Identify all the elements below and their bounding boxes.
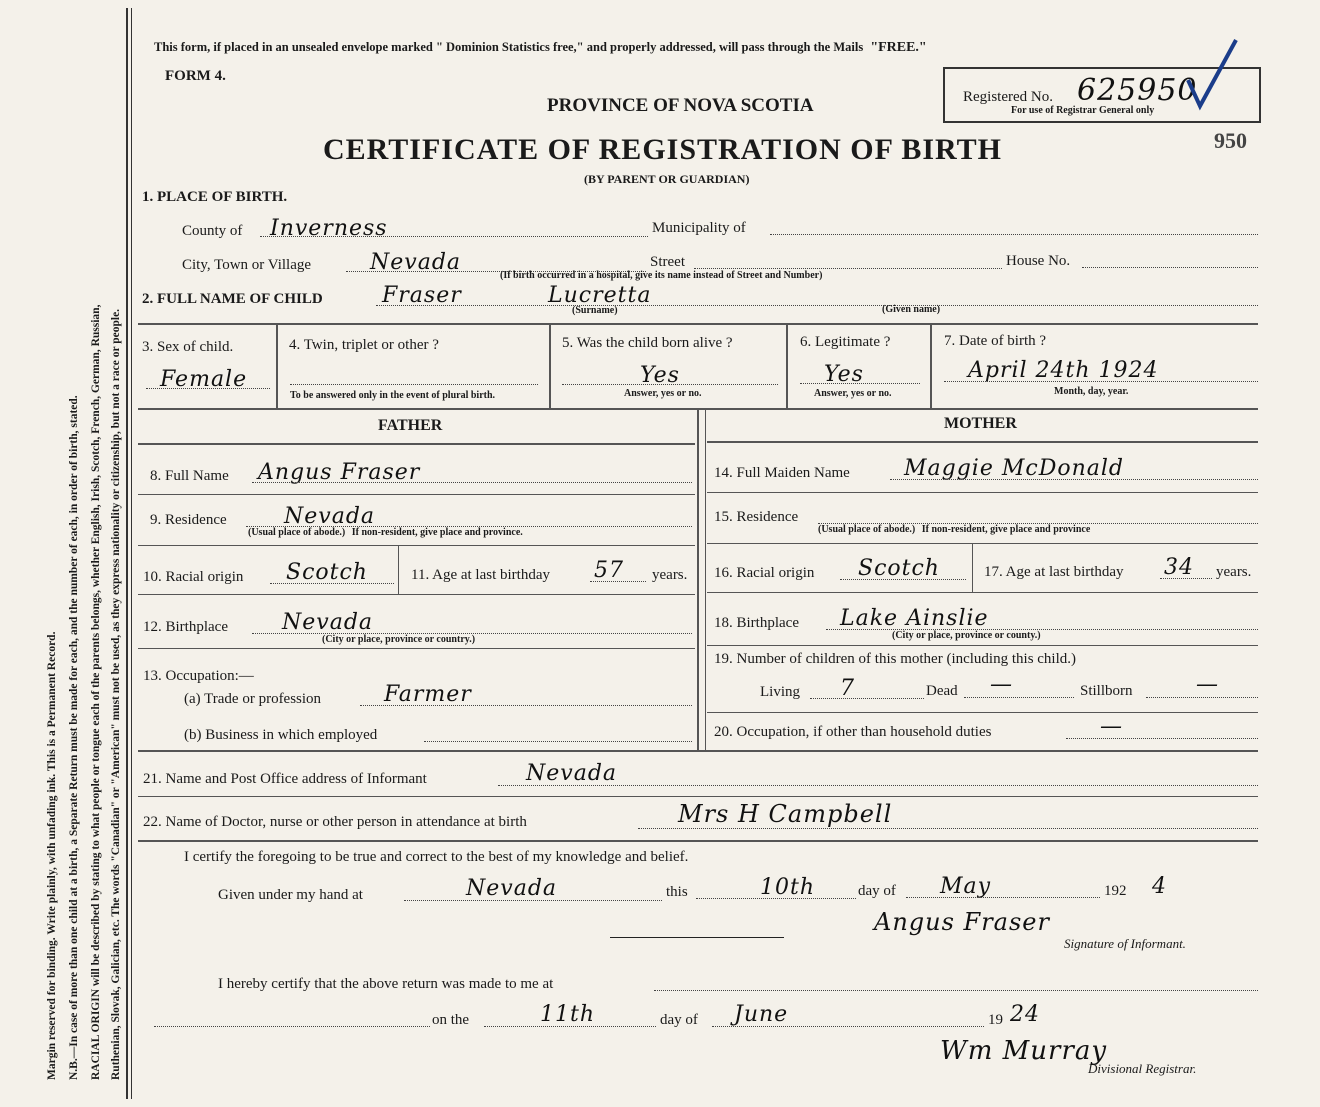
mother-race-label: 16. Racial origin [714, 565, 815, 581]
registrar-use-note: For use of Registrar General only [1011, 105, 1155, 116]
surname-note: (Surname) [572, 305, 618, 316]
registrar-signature-label: Divisional Registrar. [1088, 1061, 1197, 1076]
street-note: (If birth occurred in a hospital, give its name instead of Street and Number) [500, 270, 823, 281]
mother-res-label: 15. Residence [714, 509, 799, 525]
cert-dayof-label: day of [858, 883, 896, 899]
father-bp-value: Nevada [282, 610, 374, 635]
father-age-label: 11. Age at last birthday [411, 567, 550, 583]
father-race-value: Scotch [286, 560, 368, 585]
legit-label: 6. Legitimate ? [800, 334, 891, 350]
registrar-month: June [734, 1002, 789, 1027]
cert-day: 10th [760, 875, 816, 900]
margin-note-3: RACIAL ORIGIN will be described by stating to what people or tongue each of the parents belongs, whether English, Irish, Scotch, French, German, Russian, [90, 304, 102, 1080]
alive-label: 5. Was the child born alive ? [562, 335, 733, 351]
dob-note: Month, day, year. [1054, 386, 1129, 397]
mother-name-value: Maggie McDonald [904, 456, 1124, 481]
postal-notice-text: This form, if placed in an unsealed envelope marked " Dominion Statistics free," and properly addressed, will pass through the Mails [154, 40, 864, 54]
child-given-value: Lucretta [548, 283, 652, 308]
father-age-value: 57 [594, 558, 624, 583]
dead-value: — [990, 672, 1013, 697]
given-place: Nevada [466, 876, 558, 901]
father-biz-label: (b) Business in which employed [184, 727, 378, 743]
father-trade-value: Farmer [384, 682, 472, 707]
given-label: Given under my hand at [218, 887, 363, 903]
registrar-dayof-label: day of [660, 1012, 698, 1028]
page-subtitle: (BY PARENT OR GUARDIAN) [584, 172, 750, 186]
registrar-onthe-label: on the [432, 1012, 470, 1028]
mother-age-label: 17. Age at last birthday [984, 564, 1124, 580]
form-number: FORM 4. [165, 68, 226, 84]
margin-rule [126, 8, 128, 1099]
dob-value: April 24th 1924 [968, 358, 1159, 383]
city-label: City, Town or Village [182, 257, 312, 273]
alive-value: Yes [640, 363, 680, 388]
father-age-unit: years. [652, 567, 688, 583]
living-value: 7 [840, 676, 855, 701]
father-race-label: 10. Racial origin [143, 569, 244, 585]
registrar-signature: Wm Murray [940, 1036, 1108, 1066]
postal-free: "FREE." [870, 40, 927, 55]
living-label: Living [760, 684, 800, 700]
father-res-note-a: (Usual place of abode.) [248, 527, 346, 538]
street-label: Street [650, 254, 685, 270]
child-name-label: 2. FULL NAME OF CHILD [142, 291, 323, 307]
mother-occ-label: 20. Occupation, if other than household duties [714, 724, 992, 740]
margin-rule-2 [131, 8, 132, 1099]
mother-race-value: Scotch [858, 556, 940, 581]
margin-note-2: N.B.—In case of more than one child at a birth, a Separate Return must be made for each, and the number of each, in order of birth, stated. [68, 395, 80, 1080]
margin-note-4: Ruthenian, Slovak, Galician, etc. The words "Canadian" or "American" must not be used, as they express nationality or citizenship, but not a race or people. [110, 308, 122, 1080]
certify-statement: I certify the foregoing to be true and correct to the best of my knowledge and belief. [184, 849, 689, 865]
registered-label: Registered No. [963, 89, 1053, 105]
stamp-number: 950 [1214, 128, 1247, 153]
twin-note: To be answered only in the event of plural birth. [290, 390, 496, 401]
twin-label: 4. Twin, triplet or other ? [289, 337, 439, 353]
province-heading: PROVINCE OF NOVA SCOTIA [547, 95, 814, 116]
mother-age-value: 34 [1164, 555, 1194, 580]
dead-label: Dead [926, 683, 958, 699]
child-surname-value: Fraser [382, 283, 462, 308]
cert-year-suffix: 4 [1152, 874, 1167, 899]
mother-heading: MOTHER [944, 415, 1017, 432]
father-heading: FATHER [378, 417, 443, 434]
informant-signature-label: Signature of Informant. [1064, 936, 1186, 951]
this-label: this [666, 884, 688, 900]
mother-res-note-a: (Usual place of abode.) [818, 524, 916, 535]
house-label: House No. [1006, 253, 1071, 269]
attendant-value: Mrs H Campbell [678, 800, 893, 828]
legit-note: Answer, yes or no. [814, 388, 892, 399]
mother-bp-value: Lake Ainslie [840, 606, 989, 631]
page-title: CERTIFICATE OF REGISTRATION OF BIRTH [323, 133, 1002, 166]
checkmark-icon [1182, 36, 1240, 114]
registrar-year-prefix: 19 [988, 1012, 1003, 1028]
mother-bp-label: 18. Birthplace [714, 615, 799, 631]
stillborn-label: Stillborn [1080, 683, 1133, 699]
mother-res-note [818, 524, 1090, 535]
father-trade-label: (a) Trade or profession [184, 691, 322, 707]
sex-label: 3. Sex of child. [142, 339, 234, 355]
sex-value: Female [160, 367, 248, 392]
attendant-label: 22. Name of Doctor, nurse or other person in attendance at birth [143, 814, 527, 830]
county-label: County of [182, 223, 243, 239]
mother-age-unit: years. [1216, 564, 1252, 580]
informant-value: Nevada [526, 761, 618, 786]
postal-notice [154, 40, 927, 56]
mother-occ-value: — [1100, 714, 1123, 739]
place-heading: 1. PLACE OF BIRTH. [142, 189, 288, 205]
father-name-value: Angus Fraser [258, 460, 421, 485]
given-note: (Given name) [882, 304, 941, 315]
dob-label: 7. Date of birth ? [944, 333, 1047, 349]
father-res-note [248, 527, 523, 538]
legit-value: Yes [824, 362, 864, 387]
registrar-year-suffix: 24 [1010, 1002, 1040, 1027]
informant-signature: Angus Fraser [874, 908, 1050, 936]
margin-note-1: Margin reserved for binding. Write plainly, with unfading ink. This is a Permanent Record. [46, 631, 58, 1080]
informant-label: 21. Name and Post Office address of Informant [143, 771, 427, 787]
alive-note: Answer, yes or no. [624, 388, 702, 399]
municipality-label: Municipality of [652, 220, 746, 236]
mother-name-label: 14. Full Maiden Name [714, 465, 850, 481]
father-occ-label: 13. Occupation:— [143, 668, 254, 684]
city-value: Nevada [370, 250, 462, 275]
father-bp-note: (City or place, province or country.) [322, 634, 476, 645]
mother-children-label: 19. Number of children of this mother (including this child.) [714, 651, 1077, 667]
mother-res-note-b: If non-resident, give place and province [921, 524, 1091, 535]
father-res-value: Nevada [284, 504, 376, 529]
registered-number: 625950 [1077, 73, 1198, 108]
cert-month: May [940, 874, 992, 899]
cert-year-prefix: 192 [1104, 883, 1127, 899]
father-name-label: 8. Full Name [150, 468, 229, 484]
father-bp-label: 12. Birthplace [143, 619, 228, 635]
mother-bp-note: (City or place, province or county.) [892, 630, 1041, 641]
county-value: Inverness [270, 216, 388, 241]
father-res-note-b: If non-resident, give place and province. [351, 527, 523, 538]
registrar-day: 11th [540, 1002, 596, 1027]
stillborn-value: — [1196, 672, 1219, 697]
father-res-label: 9. Residence [150, 512, 227, 528]
registrar-statement: I hereby certify that the above return was made to me at [218, 976, 554, 992]
